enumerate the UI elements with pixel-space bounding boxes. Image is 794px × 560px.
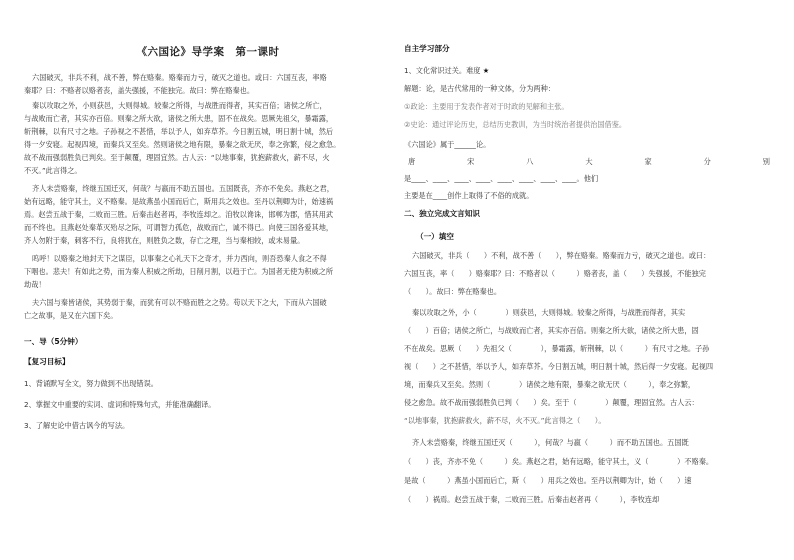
essay-line: 始有远略，能守其土，义不赂秦。是故燕虽小国而后亡，斯用兵之效也。至丹以荆卿为计，始速祸 bbox=[24, 197, 334, 206]
liuguolun-type: 《六国论》属于______论。 bbox=[404, 140, 491, 149]
tang-char: 大 bbox=[585, 157, 593, 166]
fill-line: 六国破灭，非兵（ ）不利，战不善（ ），弊在赂秦。赂秦而力亏，破灭之道也。或曰： bbox=[412, 251, 711, 260]
essay-line: 六国破灭，非兵不利，战不善，弊在赂秦。赂秦而力亏，破灭之道也。或曰：六国互丧，率赂 bbox=[32, 73, 327, 82]
tang-char: 家 bbox=[644, 157, 652, 166]
fill-line: 侵之愈急。故不战而强弱胜负已判（ ）矣。至于（ ）颠覆，理固宜然。古人云： bbox=[404, 398, 699, 407]
fill-line: （ ）祸焉。赵尝五战于秦，二败而三胜。后秦击赵者再（ ），李牧连却 bbox=[404, 495, 660, 504]
review-heading: 【复习目标】 bbox=[24, 357, 70, 366]
essay-line: 齐人勿附于秦，刺客不行，良将犹在，则胜负之数，存亡之理，当与秦相较，或未易量。 bbox=[24, 236, 305, 245]
essay-line: 秦以攻取之外，小则获邑，大则得城。较秦之所得，与战胜而得者，其实百倍；诸侯之所亡， bbox=[32, 101, 327, 110]
essay-line: 秦耶？曰：不赂者以赂者丧，盖失强援，不能独完。故曰：弊在赂秦也。 bbox=[24, 86, 255, 95]
explain-line: 解题：论，是古代常用的一种文体，分为两种： bbox=[404, 84, 555, 93]
essay-line: 得一夕安寝。起视四境，而秦兵又至矣。然则诸侯之地有限，暴秦之欲无厌，奉之弥繁，侵之愈急。 bbox=[24, 140, 341, 149]
review-item: 1、背诵默写全文，努力做到不出现错误。 bbox=[24, 379, 158, 388]
fill-line: 六国互丧，率（ ）赂秦耶？曰：不赂者以（ ）赂者丧，盖（ ）失强援，不能独完 bbox=[404, 269, 706, 278]
fill-line: 视（ ）之不甚惜，举以予人，如弃草芥。今日割五城，明日割十城，然后得一夕安寝。起视四 bbox=[404, 362, 714, 371]
essay-line: 亡之故事，是又在六国下矣。 bbox=[24, 311, 118, 320]
fill-line: 齐人未尝赂秦，终继五国迁灭（ ），何哉？与嬴（ ）而不助五国也。五国既 bbox=[412, 438, 689, 447]
essay-line: 齐人未尝赂秦，终继五国迁灭，何哉？与嬴而不助五国也。五国既丧，齐亦不免矣。燕赵之君， bbox=[32, 184, 334, 193]
self-study-heading: 自主学习部分 bbox=[404, 44, 450, 53]
essay-line: 焉。赵尝五战于秦，二败而三胜。后秦击赵者再，李牧连却之。洎牧以谗诛，邯郸为郡，惜其用武 bbox=[24, 210, 334, 219]
fill-line: 境，而秦兵又至矣。然则（ ）诸侯之地有限，暴秦之欲无厌（ ），奉之弥繁， bbox=[404, 380, 696, 389]
section-one-heading: 一、导（5分钟） bbox=[24, 337, 83, 346]
essay-line: 下咽也。悲夫！有如此之势，而为秦人积威之所劫，日削月割，以趋于亡。为国者无使为积威之所 bbox=[24, 267, 334, 276]
fill-line: 是故（ ）燕虽小国而后亡，斯（ ）用兵之效也。至丹以荆卿为计，始（ ）速 bbox=[404, 476, 692, 485]
tang-char: 分 bbox=[703, 157, 711, 166]
essay-line: 呜呼！以赂秦之地封天下之谋臣，以事秦之心礼天下之奇才，并力西向，则吾恐秦人食之不得 bbox=[32, 254, 327, 263]
tang-char: 宋 bbox=[467, 157, 475, 166]
fill-line: （ ）丧，齐亦不免（ ）矣。燕赵之君，始有远略，能守其土，义（ ）不赂秦。 bbox=[404, 457, 714, 466]
tang-song-row bbox=[404, 157, 774, 167]
essay-line: 斩荆棘，以有尺寸之地。子孙视之不甚惜，举以予人，如弃草芥。今日割五城，明日割十城，然后 bbox=[24, 127, 334, 136]
review-item: 2、掌握文中重要的实词、虚词和特殊句式，并能准确翻译。 bbox=[24, 400, 216, 409]
explain-political: ①政论：主要用于发表作者对于时政的见解和主张。 bbox=[404, 102, 569, 111]
fill-line: 不在战矣。思厥（ ）先祖父（ ），暴霜露，斩荆棘，以（ ）有尺寸之地。子孙 bbox=[404, 344, 710, 353]
essay-line: 故不战而强弱胜负已判矣。至于颠覆，理固宜然。古人云：“以地事秦，犹抱薪救火，薪不尽，火 bbox=[24, 153, 330, 162]
essay-line: 劫哉！ bbox=[24, 280, 46, 289]
culture-item bbox=[404, 66, 489, 76]
essay-line: 而不终也。且燕赵处秦革灭殆尽之际，可谓智力孤危，战败而亡，诚不得已。向使三国各爱其地， bbox=[24, 223, 334, 232]
difficulty-star-icon: ★ bbox=[482, 66, 490, 75]
culture-item-label: 1、文化常识过关。难度 bbox=[404, 66, 481, 75]
explain-historical: ②史论：通过评论历史，总结历史教训，为当时统治者提供治国借鉴。 bbox=[404, 120, 627, 129]
fill-line: 秦以攻取之外，小（ ）则获邑，大则得城。较秦之所得，与战胜而得者，其实 bbox=[412, 308, 686, 317]
tang-char: 别 bbox=[762, 157, 770, 166]
essay-line: 夫六国与秦皆诸侯，其势弱于秦，而犹有可以不赂而胜之之势。苟以天下之大，下而从六国破 bbox=[32, 298, 327, 307]
authors-row: 是____、____、____、____、____、____、____、____。他们 bbox=[404, 174, 599, 183]
tang-char: 八 bbox=[526, 157, 534, 166]
fill-heading: （一）填空 bbox=[416, 232, 454, 241]
fill-line: （ ）百倍；诸侯之所亡，与战败而亡者，其实亦百倍。则秦之所大欲，诸侯之所大患，固 bbox=[404, 326, 699, 335]
essay-line: 不灭。”此言得之。 bbox=[24, 166, 82, 175]
section-two-heading: 二、独立完成文言知识 bbox=[404, 209, 480, 218]
fill-line: （ ）。故曰：弊在赂秦也。 bbox=[404, 287, 502, 296]
main-achievement-row: 主要是在____创作上取得了不俗的成就。 bbox=[404, 191, 534, 200]
review-item: 3、了解史论中借古讽今的写法。 bbox=[24, 421, 130, 430]
essay-line: 与战败而亡者，其实亦百倍。则秦之所大欲，诸侯之所大患，固不在战矣。思厥先祖父，暴霜露， bbox=[24, 114, 334, 123]
tang-char: 唐 bbox=[408, 157, 416, 166]
page-title: 《六国论》导学案 第一课时 bbox=[136, 46, 280, 58]
fill-line: “以地事秦，犹抱薪救火，薪不尽，火不灭。”此言得之（ ）。 bbox=[404, 416, 606, 425]
